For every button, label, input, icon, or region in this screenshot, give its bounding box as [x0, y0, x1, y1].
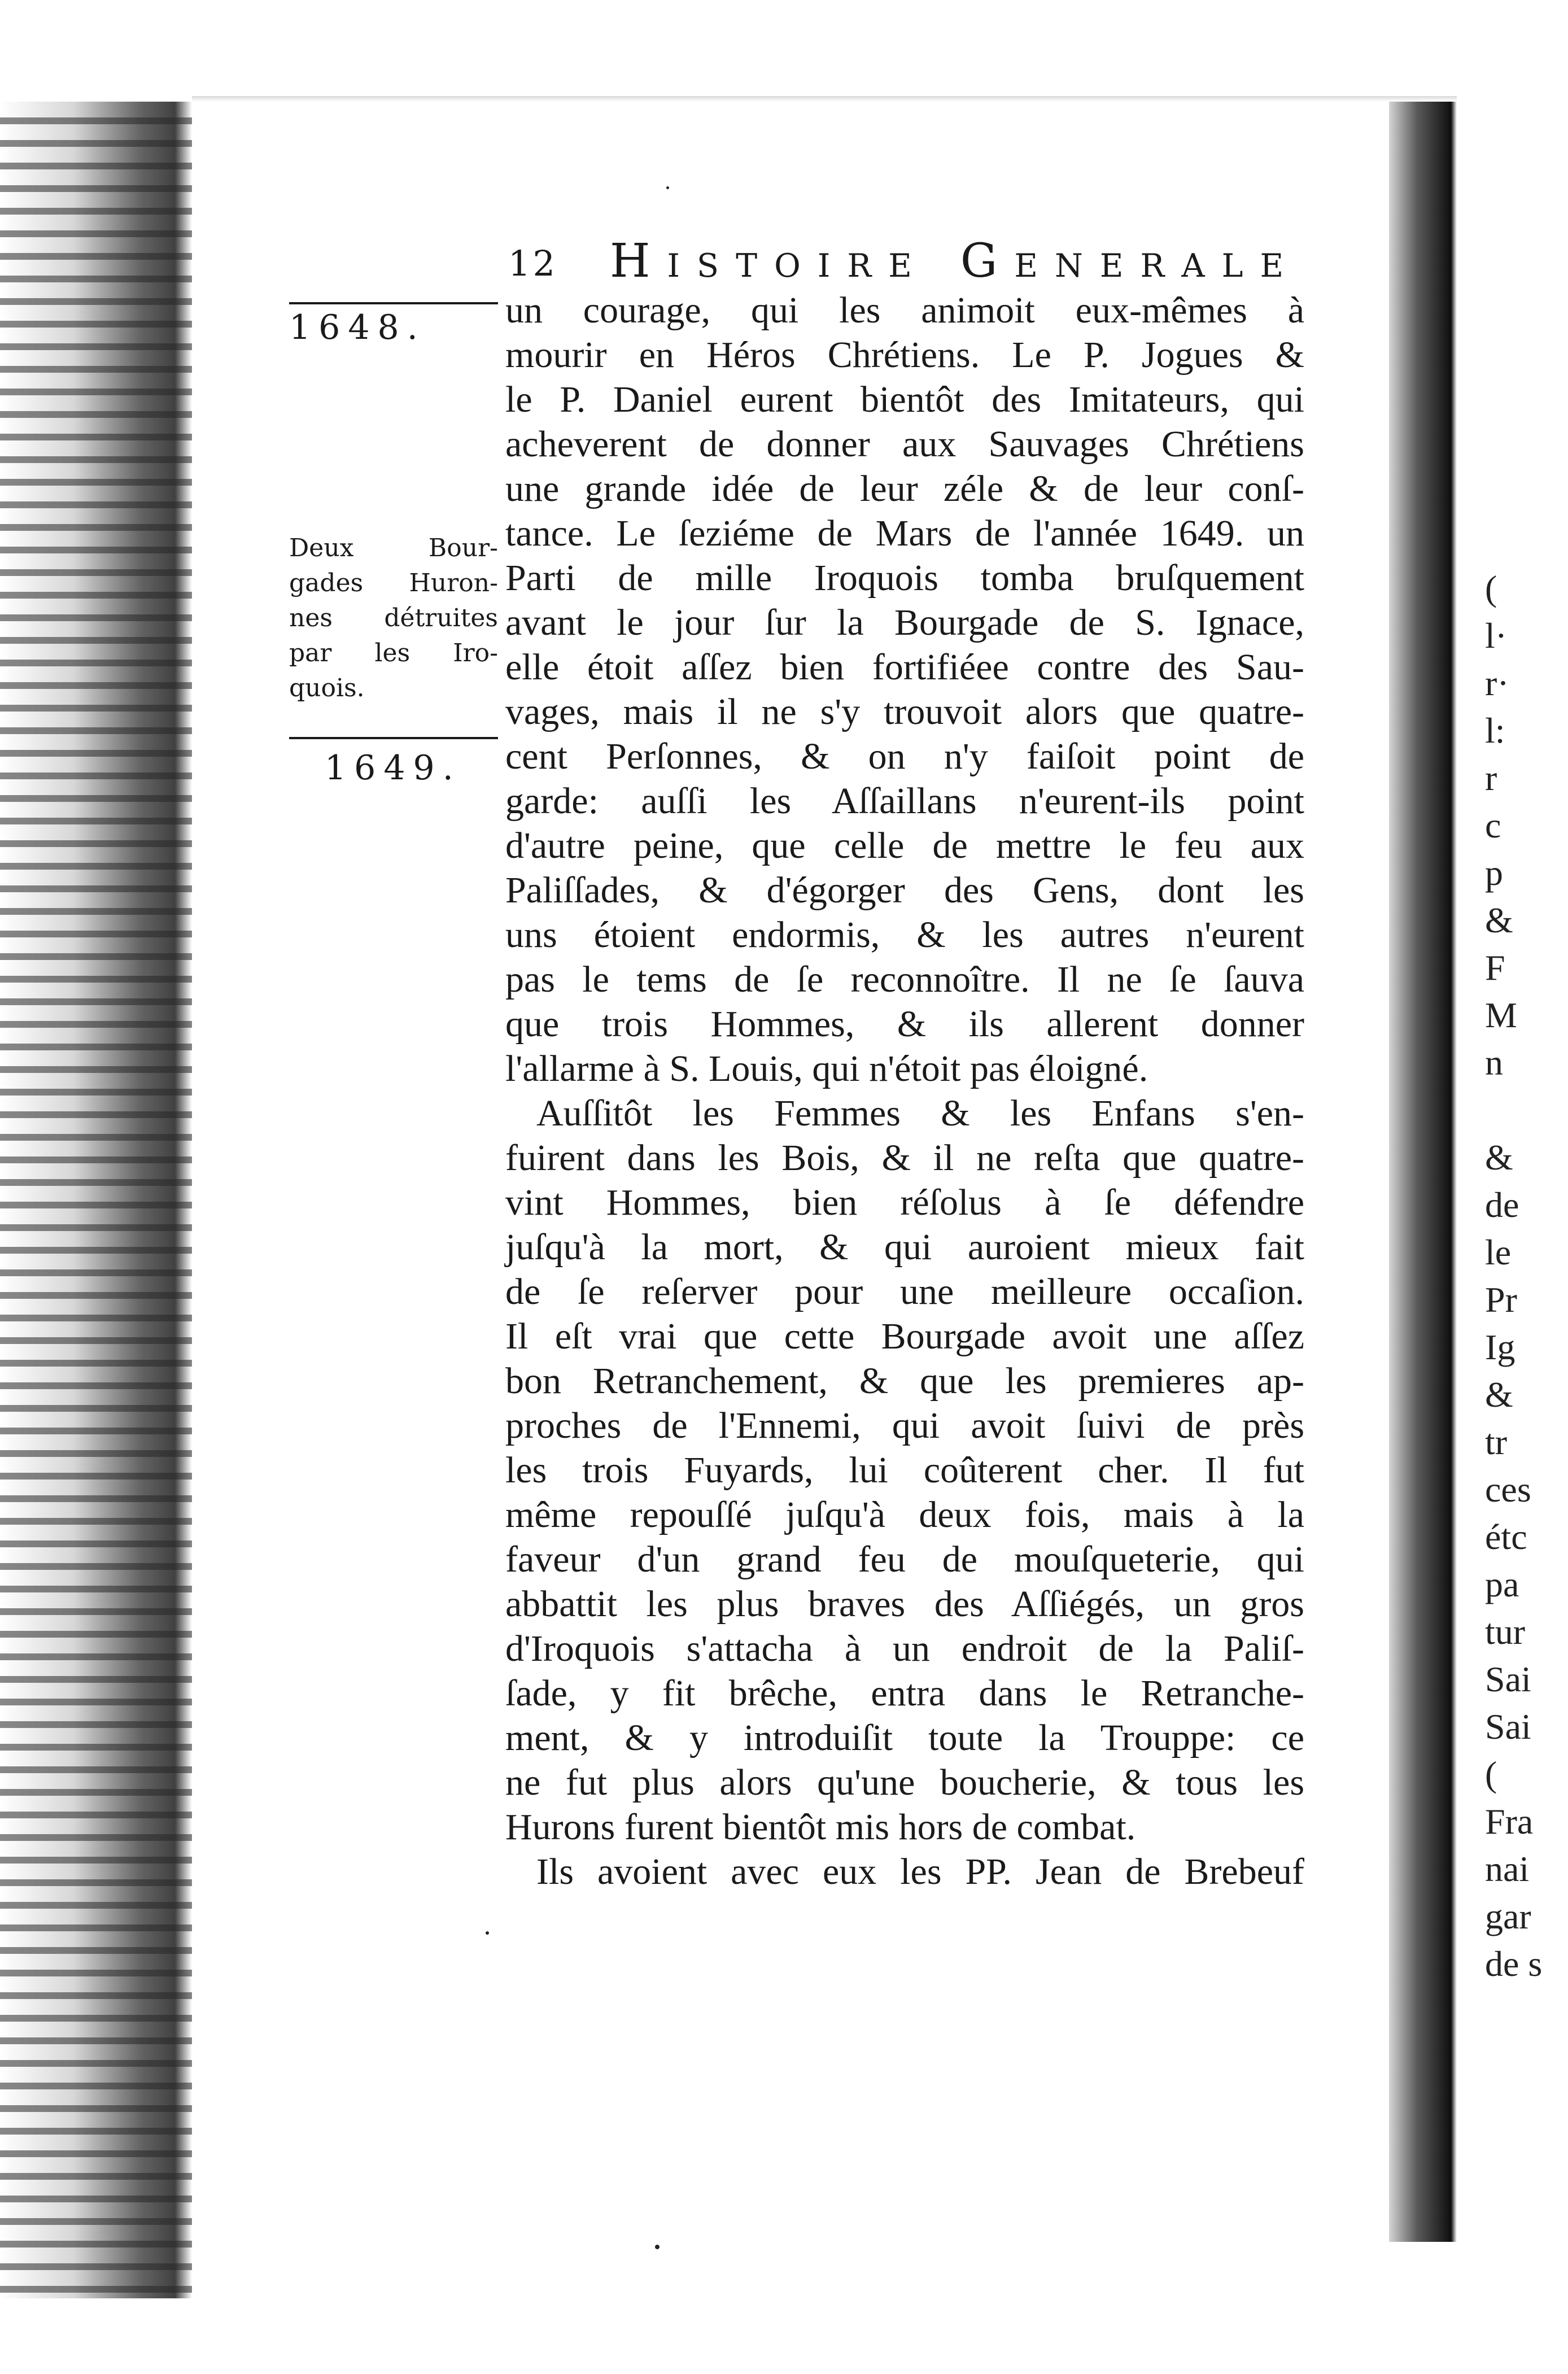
fragment: Ig [1485, 1327, 1515, 1367]
body-line: juſqu'à la mort, & qui auroient mieux fait [505, 1227, 1304, 1268]
body-line: elle étoit aſſez bien fortifiéee contre des Sau- [505, 647, 1304, 688]
body-line: Hurons furent bientôt mis hors de combat. [505, 1806, 1136, 1848]
fragment: nai [1485, 1849, 1530, 1889]
body-text [505, 288, 1304, 1894]
body-line: les trois Fuyards, lui coûterent cher. Il fut [505, 1450, 1304, 1491]
body-line: mourir en Héros Chrétiens. Le P. Jogues & [505, 334, 1304, 376]
body-line: d'autre peine, que celle de mettre le feu aux [505, 825, 1304, 866]
fragment: ( [1485, 568, 1497, 608]
body-line: Parti de mille Iroquois tomba bruſquement [505, 557, 1304, 599]
body-line: Paliſſades, & d'égorger des Gens, dont les [505, 870, 1304, 911]
margin-year-1649: 1649. [325, 748, 461, 788]
facing-page-fragments [1485, 565, 1568, 1984]
body-line: abbattit les plus braves des Aſſiégés, un gros [505, 1583, 1304, 1625]
body-line: uns étoient endormis, & les autres n'eurent [505, 914, 1304, 955]
body-line: un courage, qui les animoit eux-mêmes à [505, 290, 1304, 331]
fragment: Fra [1485, 1801, 1534, 1841]
body-line: de ſe reſerver pour une meilleure occaſion. [505, 1271, 1304, 1312]
body-line: ſade, y fit brêche, entra dans le Retranche- [505, 1673, 1304, 1714]
body-line: fuirent dans les Bois, & il ne reſta que quatre- [505, 1137, 1304, 1179]
margin-note-line: nes détruites [289, 604, 498, 632]
body-line: cent Perſonnes, & on n'y faiſoit point de [505, 736, 1304, 777]
body-line: une grande idée de leur zéle & de leur conſ- [505, 468, 1304, 509]
fragment: r· [1485, 663, 1509, 703]
ink-speck [655, 2245, 659, 2249]
body-line: garde: auſſi les Aſſaillans n'eurent-ils point [505, 780, 1304, 822]
fragment: & [1485, 1137, 1513, 1177]
fragment: Pr [1485, 1280, 1517, 1320]
body-line: ment, & y introduiſit toute la Trouppe: ce [505, 1717, 1304, 1758]
body-line: vages, mais il ne s'y trouvoit alors que quatre- [505, 691, 1304, 732]
fragment: n [1485, 1042, 1503, 1083]
margin-note-line: gades Huron- [289, 569, 498, 597]
body-line: l'allarme à S. Louis, qui n'étoit pas éloigné. [505, 1048, 1148, 1089]
scan-gutter-right [1389, 102, 1457, 2242]
fragment: ces [1485, 1469, 1531, 1509]
body-line: le P. Daniel eurent bientôt des Imitateurs, qui [505, 379, 1304, 420]
body-line: même repouſſé juſqu'à deux fois, mais à la [505, 1494, 1304, 1535]
running-title: Histoire Generale [610, 234, 1301, 288]
body-line: faveur d'un grand feu de mouſqueterie, qui [505, 1539, 1304, 1580]
margin-note [289, 531, 498, 706]
body-line: acheverent de donner aux Sauvages Chrétiens [505, 424, 1304, 465]
margin-note-line: par les Iro- [289, 639, 498, 667]
fragment: Sai [1485, 1659, 1531, 1699]
body-line: Il eſt vrai que cette Bourgade avoit une aſſez [505, 1316, 1304, 1357]
body-line: que trois Hommes, & ils allerent donner [505, 1003, 1304, 1045]
fragment: & [1485, 900, 1513, 940]
body-line: ne fut plus alors qu'une boucherie, & tous les [505, 1762, 1304, 1803]
fragment: de [1485, 1185, 1519, 1225]
fragment: tur [1485, 1612, 1526, 1652]
fragment: ( [1485, 1754, 1497, 1794]
fragment: r [1485, 758, 1497, 798]
fragment: c [1485, 805, 1501, 845]
body-line: avant le jour ſur la Bourgade de S. Ignace, [505, 602, 1304, 643]
ink-speck [666, 186, 669, 189]
margin-year-1648: 1648. [289, 308, 426, 347]
fragment: & [1485, 1374, 1513, 1415]
fragment: l· [1485, 616, 1508, 656]
fragment: M [1485, 995, 1517, 1035]
ink-speck [486, 1931, 489, 1935]
margin-note-line: quois. [289, 674, 365, 702]
fragment: tr [1485, 1422, 1508, 1462]
body-line: vint Hommes, bien réſolus à ſe défendre [505, 1182, 1304, 1223]
body-line: bon Retranchement, & que les premieres ap- [505, 1360, 1304, 1402]
fragment [1485, 1086, 1568, 1134]
fragment: Sai [1485, 1707, 1531, 1747]
fragment: pa [1485, 1564, 1519, 1604]
scan-gutter-left [0, 102, 192, 2298]
fragment: F [1485, 948, 1505, 988]
scan-top-edge [192, 96, 1457, 102]
body-line: pas le tems de ſe reconnoître. Il ne ſe ſauva [505, 959, 1304, 1000]
fragment: le [1485, 1232, 1512, 1272]
fragment: p [1485, 853, 1503, 893]
margin-rule-top [289, 302, 498, 304]
body-line: tance. Le ſeziéme de Mars de l'année 1649. un [505, 513, 1304, 554]
fragment: gar [1485, 1896, 1531, 1936]
margin-rule-bottom [289, 737, 498, 739]
body-line: proches de l'Ennemi, qui avoit ſuivi de près [505, 1405, 1304, 1446]
fragment: de s [1485, 1944, 1543, 1984]
body-line: d'Iroquois s'attacha à un endroit de la Paliſ- [505, 1628, 1304, 1669]
page-number: 12 [508, 243, 557, 284]
body-line: Ils avoient avec eux les PP. Jean de Brebeuf [536, 1851, 1304, 1892]
margin-note-line: Deux Bour- [289, 534, 498, 562]
fragment: étc [1485, 1517, 1527, 1557]
fragment: l: [1485, 710, 1505, 750]
body-line: Auſſitôt les Femmes & les Enfans s'en- [536, 1093, 1304, 1134]
